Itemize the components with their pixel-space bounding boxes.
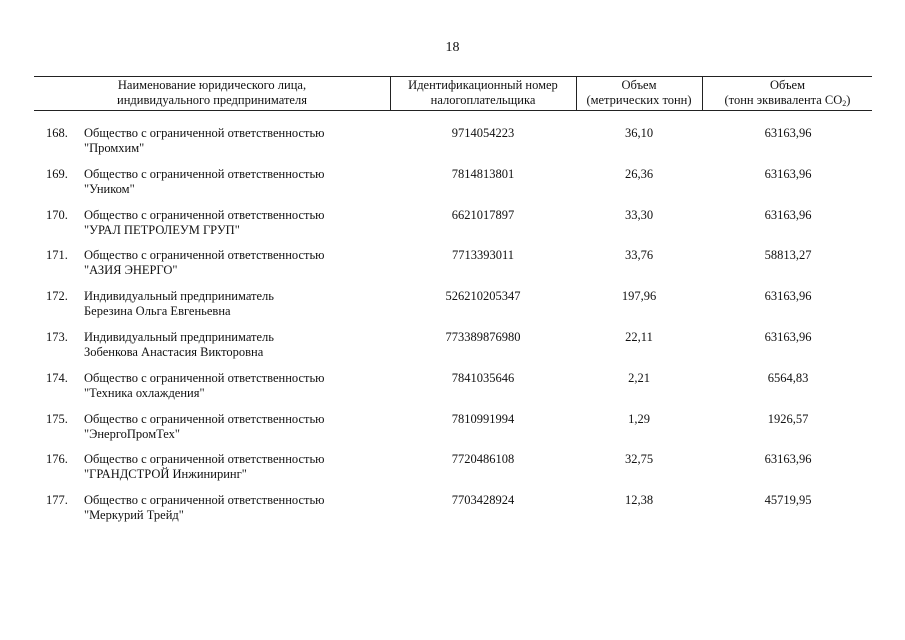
entity-type: Общество с ограниченной ответственностью bbox=[84, 452, 325, 467]
volume-co2-equivalent: 6564,83 bbox=[767, 370, 809, 385]
entity-title: "Техника охлаждения" bbox=[84, 385, 205, 400]
row-number: 170. bbox=[46, 207, 68, 222]
table-row bbox=[0, 330, 905, 370]
entity-name bbox=[84, 452, 384, 482]
entity-name bbox=[84, 208, 384, 238]
entity-title: "Промхим" bbox=[84, 141, 145, 155]
page-number: 18 bbox=[445, 40, 460, 55]
volume-metric-tons: 22,11 bbox=[625, 330, 653, 344]
volume-co2-equivalent: 58813,27 bbox=[764, 248, 812, 263]
taxpayer-id: 7841035646 bbox=[451, 370, 515, 385]
entity-type: Общество с ограниченной ответственностью bbox=[84, 411, 325, 426]
entity-title: Зобенкова Анастасия Викторовна bbox=[84, 345, 264, 359]
table-row bbox=[0, 493, 905, 533]
volume-metric-tons: 36,10 bbox=[624, 126, 654, 140]
row-number: 169. bbox=[46, 166, 68, 181]
taxpayer-id: 7720486108 bbox=[451, 452, 515, 467]
row-number: 171. bbox=[46, 248, 68, 263]
header-inn-column: Идентификационный номер налогоплательщика bbox=[408, 78, 558, 107]
volume-metric-tons: 1,29 bbox=[628, 411, 650, 426]
taxpayer-id: 526210205347 bbox=[445, 289, 521, 304]
volume-co2-equivalent: 45719,95 bbox=[764, 493, 812, 508]
volume-co2-equivalent: 1926,57 bbox=[767, 411, 809, 426]
entity-title: "Уником" bbox=[84, 181, 135, 196]
volume-co2-equivalent: 63163,96 bbox=[764, 207, 812, 222]
entity-title: "ЭнергоПромТех" bbox=[84, 426, 181, 441]
row-number: 174. bbox=[46, 370, 68, 385]
entity-type: Индивидуальный предприниматель bbox=[84, 289, 274, 304]
table-row bbox=[0, 248, 905, 288]
volume-metric-tons: 12,38 bbox=[624, 493, 654, 508]
volume-metric-tons: 2,21 bbox=[628, 370, 650, 385]
taxpayer-id: 7703428924 bbox=[451, 493, 515, 508]
taxpayer-id: 7814813801 bbox=[451, 166, 515, 181]
entity-title: Березина Ольга Евгеньевна bbox=[84, 304, 231, 319]
entity-title: "УРАЛ ПЕТРОЛЕУМ ГРУП" bbox=[84, 222, 240, 237]
taxpayer-id: 773389876980 bbox=[445, 330, 521, 344]
header-name-column: Наименование юридического лица, индивидуального предпринимателя bbox=[117, 78, 307, 107]
taxpayer-id: 7713393011 bbox=[451, 248, 515, 263]
entity-type: Индивидуальный предприниматель bbox=[84, 330, 274, 344]
entity-title: "АЗИЯ ЭНЕРГО" bbox=[84, 263, 178, 278]
row-number: 172. bbox=[46, 289, 68, 304]
entity-title: "ГРАНДСТРОЙ Инжиниринг" bbox=[84, 467, 247, 482]
entity-name bbox=[84, 126, 384, 156]
entity-type: Общество с ограниченной ответственностью bbox=[84, 248, 325, 263]
volume-metric-tons: 26,36 bbox=[624, 166, 654, 181]
entity-name bbox=[84, 167, 384, 197]
volume-co2-equivalent: 63163,96 bbox=[764, 126, 812, 140]
table-row bbox=[0, 452, 905, 492]
table-row bbox=[0, 412, 905, 452]
entity-type: Общество с ограниченной ответственностью bbox=[84, 207, 325, 222]
entity-title: "Меркурий Трейд" bbox=[84, 508, 184, 523]
entity-name bbox=[84, 493, 384, 523]
table-header-bottom-rule bbox=[34, 110, 872, 111]
table-row bbox=[0, 167, 905, 207]
row-number: 168. bbox=[46, 126, 68, 140]
volume-co2-equivalent: 63163,96 bbox=[764, 166, 812, 181]
entity-type: Общество с ограниченной ответственностью bbox=[84, 126, 325, 140]
header-co2-column: Объем (тонн эквивалента $CO_2$) bbox=[724, 78, 851, 108]
taxpayer-id: 9714054223 bbox=[451, 126, 515, 140]
entity-type: Общество с ограниченной ответственностью bbox=[84, 370, 325, 385]
taxpayer-id: 6621017897 bbox=[451, 207, 515, 222]
header-volume-column: Объем (метрических тонн) bbox=[586, 78, 692, 107]
volume-co2-equivalent: 63163,96 bbox=[764, 330, 812, 344]
row-number: 173. bbox=[46, 330, 68, 344]
row-number: 175. bbox=[46, 411, 68, 426]
entity-name bbox=[84, 248, 384, 278]
taxpayer-id: 7810991994 bbox=[451, 411, 515, 426]
table-row bbox=[0, 289, 905, 329]
row-number: 176. bbox=[46, 452, 68, 467]
volume-metric-tons: 33,30 bbox=[624, 207, 654, 222]
volume-metric-tons: 32,75 bbox=[624, 452, 654, 467]
table-row bbox=[0, 126, 905, 166]
table-row bbox=[0, 208, 905, 248]
table-header bbox=[34, 76, 872, 110]
volume-co2-equivalent: 63163,96 bbox=[764, 452, 812, 467]
entity-name bbox=[84, 371, 384, 401]
entity-type: Общество с ограниченной ответственностью bbox=[84, 166, 325, 181]
entity-name bbox=[84, 412, 384, 442]
entity-name bbox=[84, 289, 384, 319]
row-number: 177. bbox=[46, 493, 68, 508]
table-row bbox=[0, 371, 905, 411]
volume-metric-tons: 33,76 bbox=[624, 248, 654, 263]
volume-metric-tons: 197,96 bbox=[621, 289, 657, 304]
entity-name bbox=[84, 330, 384, 360]
entity-type: Общество с ограниченной ответственностью bbox=[84, 493, 325, 508]
volume-co2-equivalent: 63163,96 bbox=[764, 289, 812, 304]
